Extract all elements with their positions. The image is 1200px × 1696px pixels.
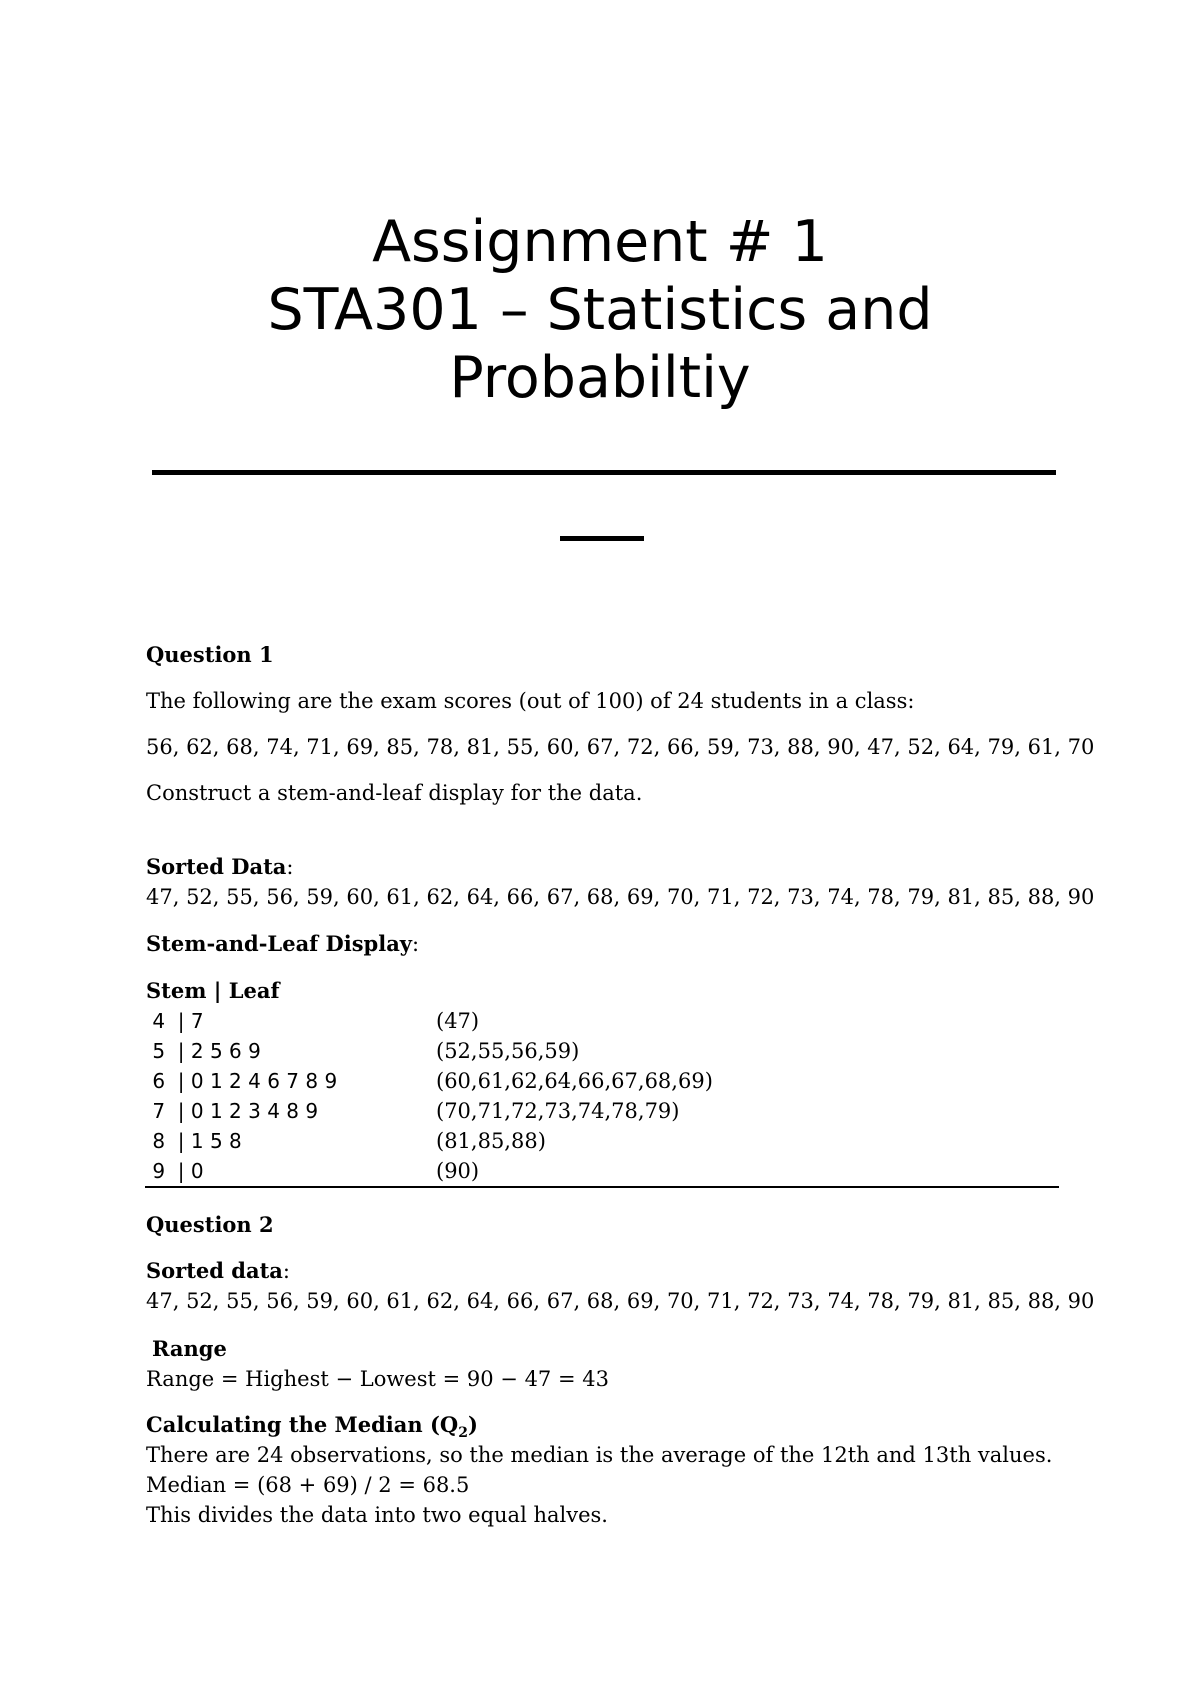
table-bottom-rule (145, 1186, 1059, 1188)
q2-sorted-data-label: Sorted data: (146, 1258, 290, 1283)
title-underline-tail (560, 536, 644, 541)
question-1-task: Construct a stem-and-leaf display for the data. (146, 781, 643, 805)
title-underline (152, 470, 1056, 475)
stem-leaf-label: Stem-and-Leaf Display: (146, 931, 420, 956)
document-title (0, 208, 1200, 412)
stem-leaf-row: 7 | 0 1 2 3 4 8 9 (146, 1099, 319, 1123)
question-1-intro: The following are the exam scores (out of 100) of 24 students in a class: (146, 689, 915, 713)
title-line-1: Assignment # 1 (372, 209, 828, 275)
median-line-2: Median = (68 + 69) / 2 = 68.5 (146, 1473, 470, 1497)
range-heading: Range (152, 1336, 227, 1361)
median-line-3: This divides the data into two equal halves. (146, 1503, 608, 1527)
title-line-3: Probabiltiy (449, 345, 751, 411)
title-line-2: STA301 – Statistics and (267, 277, 933, 343)
range-formula: Range = Highest − Lowest = 90 − 47 = 43 (146, 1367, 609, 1391)
stem-leaf-label-text: Stem-and-Leaf Display (146, 931, 412, 956)
median-heading-close: ) (467, 1412, 478, 1437)
question-2-heading: Question 2 (146, 1212, 274, 1237)
median-heading-subscript: 2 (458, 1425, 468, 1442)
stem-leaf-row: 5 | 2 5 6 9 (146, 1039, 261, 1063)
stem-leaf-row-values: (47) (436, 1009, 480, 1033)
sorted-data-label-text: Sorted Data (146, 854, 287, 879)
stem-leaf-row: 6 | 0 1 2 4 6 7 8 9 (146, 1069, 338, 1093)
question-1-scores: 56, 62, 68, 74, 71, 69, 85, 78, 81, 55, 60, 67, 72, 66, 59, 73, 88, 90, 47, 52, 64, 79, 61, 70 (146, 735, 1095, 759)
question-1-heading: Question 1 (146, 642, 274, 667)
stem-leaf-header: Stem | Leaf (146, 978, 280, 1003)
q2-sorted-data-label-text: Sorted data (146, 1258, 283, 1283)
median-line-1: There are 24 observations, so the median is the average of the 12th and 13th values. (146, 1443, 1053, 1467)
stem-leaf-row-values: (60,61,62,64,66,67,68,69) (436, 1069, 713, 1093)
stem-leaf-row-values: (90) (436, 1159, 480, 1183)
q2-sorted-data-values: 47, 52, 55, 56, 59, 60, 61, 62, 64, 66, 67, 68, 69, 70, 71, 72, 73, 74, 78, 79, 81, 85, 88, 90 (146, 1289, 1095, 1313)
median-heading-text: Calculating the Median (Q (146, 1412, 459, 1437)
sorted-data-label: Sorted Data: (146, 854, 294, 879)
stem-leaf-row-values: (52,55,56,59) (436, 1039, 580, 1063)
stem-leaf-row-values: (70,71,72,73,74,78,79) (436, 1099, 680, 1123)
stem-leaf-row: 8 | 1 5 8 (146, 1129, 242, 1153)
sorted-data-values: 47, 52, 55, 56, 59, 60, 61, 62, 64, 66, 67, 68, 69, 70, 71, 72, 73, 74, 78, 79, 81, 85, 88, 90 (146, 885, 1095, 909)
stem-leaf-row: 9 | 0 (146, 1159, 204, 1183)
stem-leaf-row: 4 | 7 (146, 1009, 204, 1033)
stem-leaf-row-values: (81,85,88) (436, 1129, 546, 1153)
